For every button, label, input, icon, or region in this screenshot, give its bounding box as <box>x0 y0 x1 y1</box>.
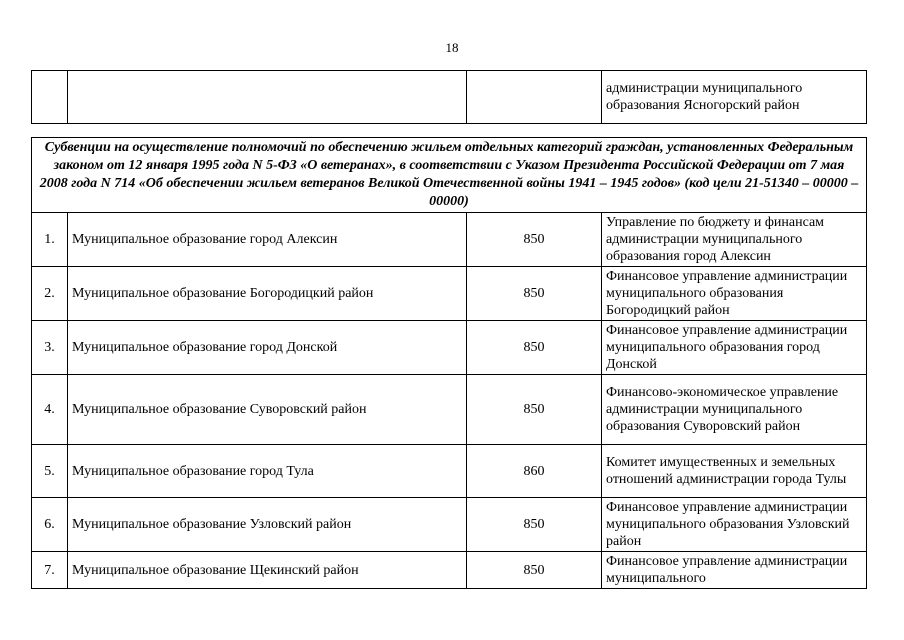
row-number-cell: 7. <box>32 552 68 589</box>
row-number-cell: 3. <box>32 321 68 375</box>
code-cell: 850 <box>467 552 602 589</box>
municipality-name-cell: Муниципальное образование город Алексин <box>68 213 467 267</box>
administrator-cell: администрации муниципального образования Ясногорский район <box>602 71 867 124</box>
row-number-cell <box>32 71 68 124</box>
municipality-name-cell: Муниципальное образование город Тула <box>68 445 467 498</box>
municipality-name-cell <box>68 71 467 124</box>
code-cell: 850 <box>467 321 602 375</box>
table-header-title: Субвенции на осуществление полномочий по обеспечению жильем отдельных категорий граждан, установленных Федеральным законом от 12 января 1995 года N 5-ФЗ «О ветеранах», в соответствии с Указом Президента Российской Федерации от 7 мая 2008 года N 714 «Об обеспечении жильем ветеранов Великой Отечественной войны 1941 – 1945 годов» (код цели 21-51340 – 00000 – 00000) <box>32 138 867 213</box>
municipality-name-cell: Муниципальное образование Узловский район <box>68 498 467 552</box>
administrator-cell: Финансовое управление администрации муниципального образования город Донской <box>602 321 867 375</box>
table-row <box>32 375 867 445</box>
subvention-table <box>31 137 867 589</box>
table-row <box>32 445 867 498</box>
municipality-name-cell: Муниципальное образование Богородицкий район <box>68 267 467 321</box>
code-cell: 860 <box>467 445 602 498</box>
row-number-cell: 5. <box>32 445 68 498</box>
code-cell: 850 <box>467 213 602 267</box>
administrator-cell: Комитет имущественных и земельных отношений администрации города Тулы <box>602 445 867 498</box>
row-number-cell: 2. <box>32 267 68 321</box>
administrator-cell: Финансовое управление администрации муниципального образования Богородицкий район <box>602 267 867 321</box>
top-table-fragment <box>31 70 867 124</box>
table-row <box>32 552 867 589</box>
municipality-name-cell: Муниципальное образование Щекинский район <box>68 552 467 589</box>
municipality-name-cell: Муниципальное образование город Донской <box>68 321 467 375</box>
code-cell: 850 <box>467 498 602 552</box>
table-row <box>32 321 867 375</box>
code-cell <box>467 71 602 124</box>
table-row <box>32 498 867 552</box>
row-number-cell: 6. <box>32 498 68 552</box>
code-cell: 850 <box>467 375 602 445</box>
table-row <box>32 71 867 124</box>
table-row <box>32 267 867 321</box>
municipality-name-cell: Муниципальное образование Суворовский район <box>68 375 467 445</box>
administrator-cell: Финансовое управление администрации муниципального образования Узловский район <box>602 498 867 552</box>
administrator-cell: Управление по бюджету и финансам администрации муниципального образования город Алексин <box>602 213 867 267</box>
page-number: 18 <box>445 40 459 55</box>
table-row <box>32 213 867 267</box>
table-header-row <box>32 138 867 213</box>
administrator-cell: Финансово-экономическое управление администрации муниципального образования Суворовский район <box>602 375 867 445</box>
row-number-cell: 4. <box>32 375 68 445</box>
administrator-cell: Финансовое управление администрации муниципального <box>602 552 867 589</box>
code-cell: 850 <box>467 267 602 321</box>
row-number-cell: 1. <box>32 213 68 267</box>
